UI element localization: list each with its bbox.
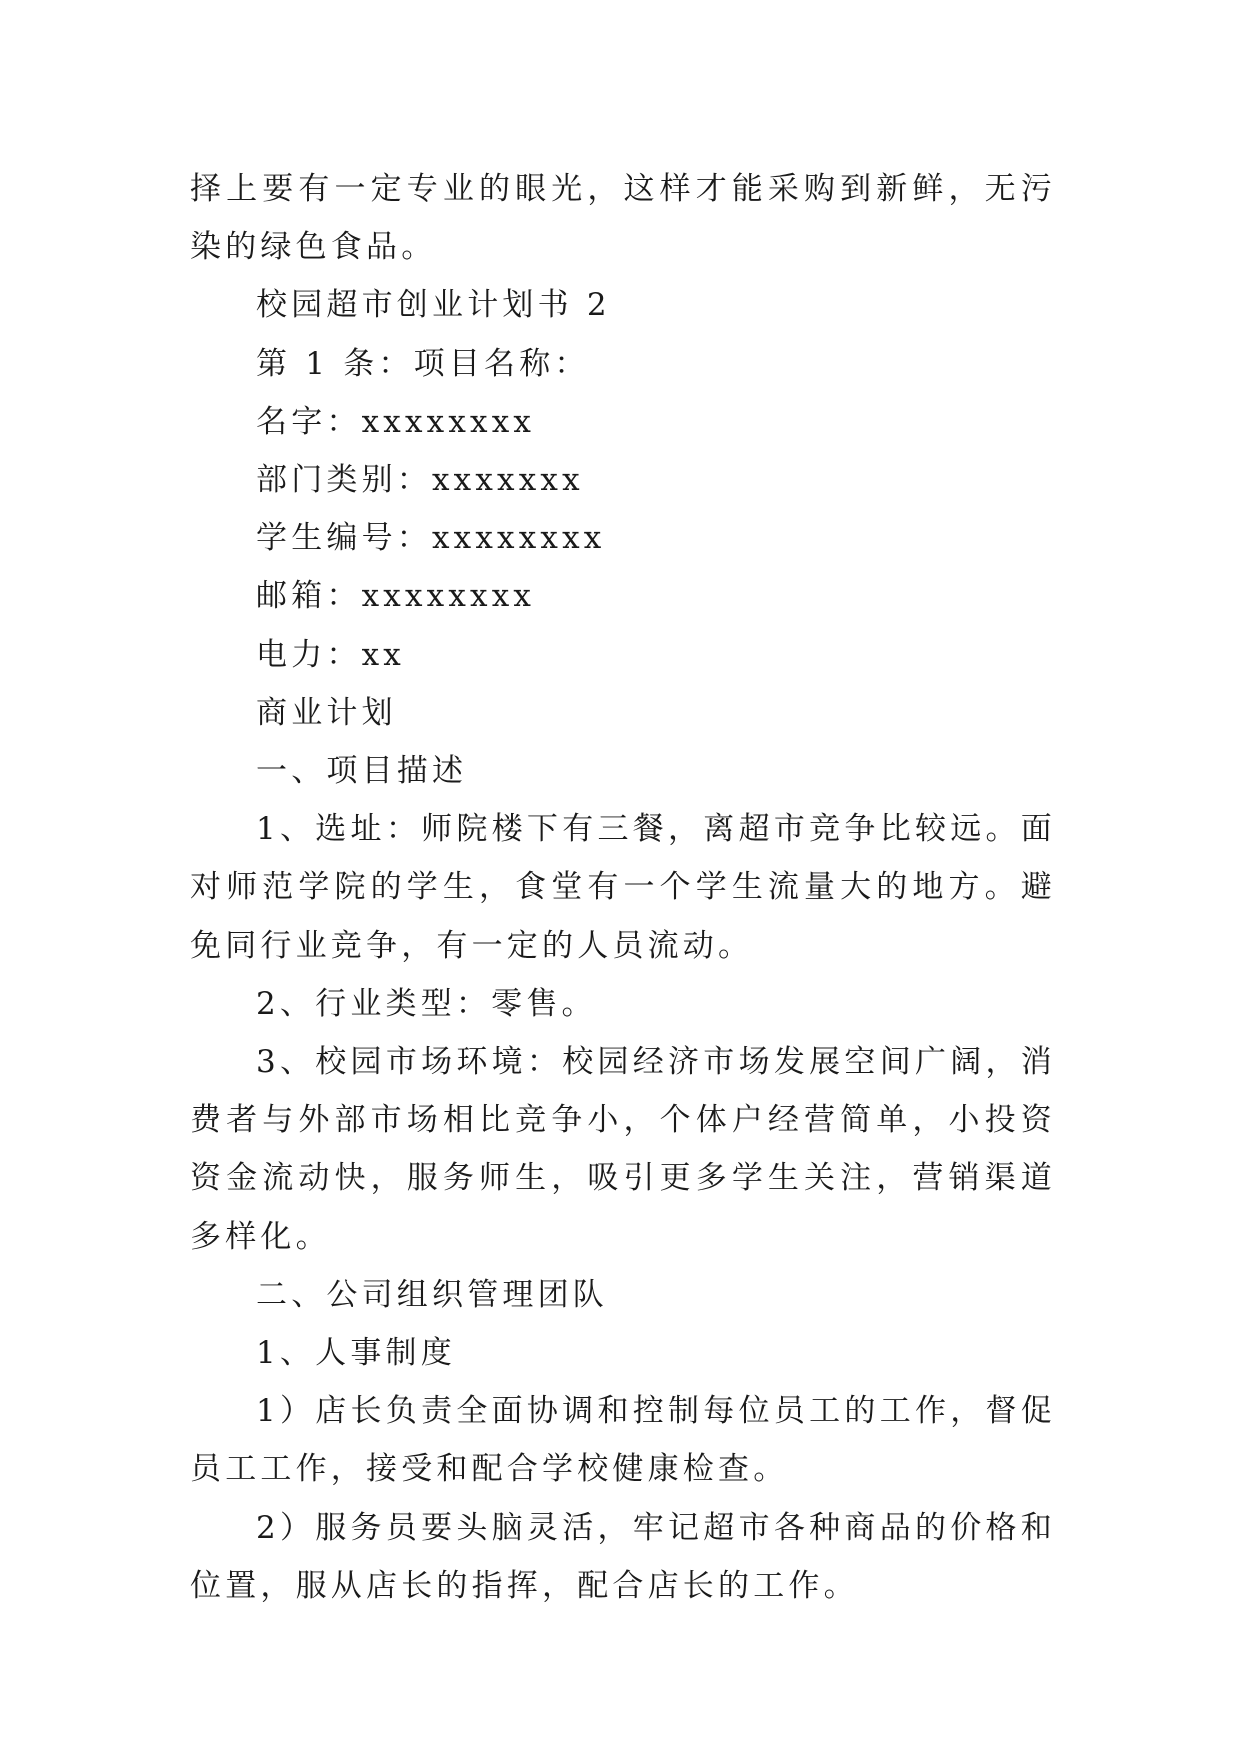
- paragraph-location: 1、选址：师院楼下有三餐，离超市竞争比较远。面对师范学院的学生，食堂有一个学生流量大的地方。避免同行业竞争，有一定的人员流动。: [190, 811, 1056, 964]
- item-heading: 第 1 条：项目名称：: [256, 345, 590, 382]
- field-department: 部门类别：xxxxxxx: [256, 462, 584, 499]
- paragraph-store-manager: 1）店长负责全面协调和控制每位员工的工作，督促员工工作，接受和配合学校健康检查。: [190, 1393, 1056, 1488]
- heading-business-plan: 商业计划: [256, 694, 397, 731]
- section-title: 校园超市创业计划书 2: [256, 287, 611, 324]
- field-student-id: 学生编号：xxxxxxxx: [256, 520, 606, 557]
- document-body: [190, 160, 1056, 1615]
- heading-project-description: 一、项目描述: [256, 753, 468, 790]
- heading-personnel-system: 1、人事制度: [256, 1335, 456, 1372]
- field-name: 名字：xxxxxxxx: [256, 403, 536, 440]
- paragraph-continuation: 择上要有一定专业的眼光，这样才能采购到新鲜，无污染的绿色食品。: [190, 171, 1056, 266]
- paragraph-industry-type: 2、行业类型：零售。: [256, 985, 597, 1022]
- paragraph-staff: 2）服务员要头脑灵活，牢记超市各种商品的价格和位置，服从店长的指挥，配合店长的工作。: [190, 1509, 1056, 1604]
- field-phone: 电力：xx: [256, 636, 405, 673]
- field-email: 邮箱：xxxxxxxx: [256, 578, 536, 615]
- heading-management-team: 二、公司组织管理团队: [256, 1276, 608, 1313]
- paragraph-market-environment: 3、校园市场环境：校园经济市场发展空间广阔，消费者与外部市场相比竞争小，个体户经营简单，小投资资金流动快，服务师生，吸引更多学生关注，营销渠道多样化。: [190, 1044, 1056, 1255]
